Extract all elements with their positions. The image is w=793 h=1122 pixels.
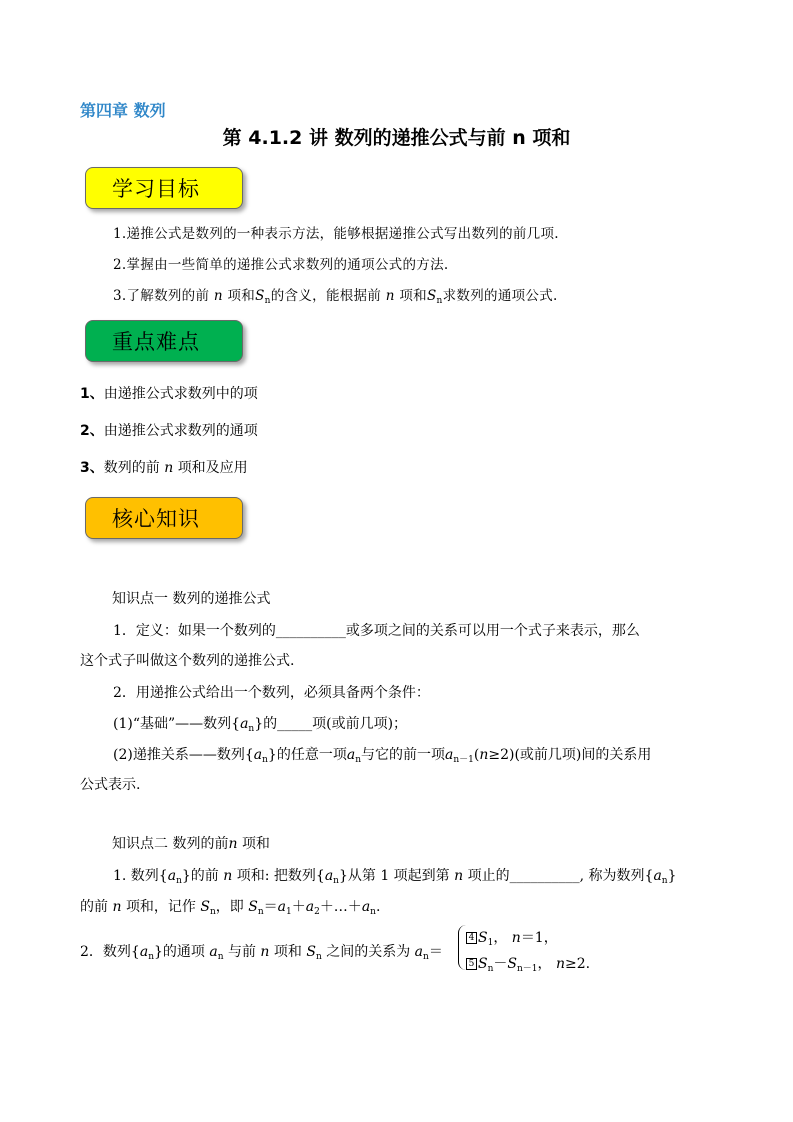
- section2-p2: [80, 941, 443, 962]
- chapter-label: 第四章 数列: [80, 101, 166, 120]
- subscript: 1: [487, 938, 494, 948]
- badge-core-knowledge: [85, 497, 243, 539]
- var: a: [444, 747, 454, 763]
- section1-p1-line1: 1．定义：如果一个数列的__________或多项之间的关系可以用一个式子来表示，那么: [113, 623, 640, 639]
- subscript: n: [209, 907, 216, 917]
- var: n: [454, 868, 464, 884]
- text: ，即: [215, 899, 244, 915]
- text: 项和: [399, 288, 427, 304]
- text: 项和: [227, 288, 256, 304]
- text: }从第 1 项起到第: [338, 868, 450, 884]
- goal-3: [113, 284, 558, 306]
- text: 数列的前: [103, 460, 160, 476]
- goal-1: 1.递推公式是数列的一种表示方法，能够根据递推公式写出数列的前几项.: [113, 226, 559, 242]
- subscript: n－1: [453, 755, 474, 765]
- section1-p3: [113, 713, 407, 734]
- var: a: [253, 747, 263, 763]
- var: a: [346, 747, 356, 763]
- key-point-1: [80, 383, 258, 403]
- num: 1、: [80, 386, 104, 402]
- text: }: [667, 868, 677, 884]
- text: ＋…＋: [319, 899, 362, 915]
- var: n: [223, 868, 233, 884]
- var: a: [414, 944, 424, 960]
- text: 项止的__________, 称为数列{: [467, 868, 654, 884]
- key-point-3: [80, 457, 248, 477]
- text: 3.了解数列的前: [113, 288, 210, 304]
- badge-label: 学习目标: [112, 177, 200, 201]
- badge-key-points: [85, 320, 243, 362]
- var: n: [555, 956, 565, 972]
- subscript: 1: [285, 907, 292, 917]
- text: 项和及应用: [177, 460, 248, 476]
- var: a: [277, 899, 286, 915]
- subscript: n: [436, 296, 443, 306]
- var: S: [478, 930, 488, 946]
- var: n: [228, 836, 238, 852]
- text: ＝: [263, 899, 278, 915]
- var: n: [164, 460, 174, 476]
- text: (2)递推关系——数列{: [113, 747, 254, 763]
- section1-p2: 2．用递推公式给出一个数列，必须具备两个条件：: [113, 685, 430, 701]
- subscript: 2: [314, 907, 320, 917]
- goal-2: 2.掌握由一些简单的递推公式求数列的通项公式的方法.: [113, 257, 449, 273]
- var: a: [361, 899, 371, 915]
- section1-p4: [113, 744, 651, 765]
- piecewise-case-1: [466, 927, 558, 948]
- text: }的前: [181, 868, 219, 884]
- key-point-2: [80, 420, 258, 440]
- var: a: [240, 716, 249, 732]
- badge-label: 核心知识: [112, 507, 200, 531]
- subscript: n: [333, 876, 339, 886]
- subscript: n: [248, 724, 255, 734]
- section1-p1-line2: 这个式子叫做这个数列的递推公式.: [80, 653, 295, 669]
- section1-p4-line2: 公式表示.: [80, 777, 141, 793]
- var: a: [653, 868, 662, 884]
- var: a: [324, 868, 334, 884]
- var: S: [248, 899, 258, 915]
- text: 1. 数列{: [113, 868, 168, 884]
- text: ，: [537, 956, 552, 972]
- text: 项和，记作: [125, 899, 196, 915]
- text: 的含义，能根据前: [270, 288, 382, 304]
- var: a: [139, 944, 149, 960]
- section2-heading: [112, 833, 270, 853]
- subscript: n: [370, 907, 376, 917]
- subscript: n－1: [516, 964, 538, 974]
- text: 知识点二 数列的前: [112, 836, 229, 852]
- subscript: n: [487, 964, 494, 974]
- text: }的任意一项: [267, 747, 347, 763]
- piecewise-case-2: [466, 953, 590, 974]
- section2-p1: [113, 865, 677, 886]
- badge-learning-goals: [85, 167, 243, 209]
- text: ≥2.: [565, 956, 591, 972]
- var: S: [200, 899, 210, 915]
- subscript: n: [257, 907, 264, 917]
- var: a: [209, 944, 218, 960]
- text: ＝1，: [520, 930, 558, 946]
- subscript: n: [217, 952, 224, 962]
- subscript: n: [661, 876, 668, 886]
- text: 项和: [273, 944, 302, 960]
- var: S: [255, 288, 265, 304]
- var: n: [479, 747, 489, 763]
- var: n: [112, 899, 122, 915]
- text: 项和: [241, 836, 270, 852]
- text: 之间的关系为: [326, 944, 411, 960]
- text: }的通项: [153, 944, 205, 960]
- text: 由递推公式求数列中的项: [103, 386, 258, 402]
- text: (1)“基础”——数列{: [113, 716, 241, 732]
- text: 项和: 把数列{: [236, 868, 325, 884]
- var: n: [213, 288, 223, 304]
- section1-heading: 知识点一 数列的递推公式: [112, 591, 271, 607]
- case-number-box: 5: [466, 958, 477, 970]
- text: 与它的前一项: [360, 747, 445, 763]
- text: 由递推公式求数列的通项: [103, 423, 258, 439]
- var: S: [478, 956, 488, 972]
- text: .: [375, 899, 381, 915]
- subscript: n: [264, 296, 271, 306]
- page-title: 第 4.1.2 讲 数列的递推公式与前 n 项和: [222, 127, 571, 149]
- text: 2．数列{: [80, 944, 140, 960]
- case-number-box: 4: [466, 932, 477, 944]
- text: 的前: [80, 899, 108, 915]
- num: 3、: [80, 460, 104, 476]
- subscript: n: [423, 952, 429, 962]
- text: ，: [493, 930, 508, 946]
- text: 与前: [227, 944, 256, 960]
- var: a: [305, 899, 315, 915]
- var: S: [507, 956, 517, 972]
- text: ＋: [291, 899, 306, 915]
- text: 求数列的通项公式.: [442, 288, 558, 304]
- subscript: n: [315, 952, 322, 962]
- var: n: [260, 944, 270, 960]
- subscript: n: [355, 755, 361, 765]
- badge-label: 重点难点: [112, 330, 200, 354]
- subscript: n: [176, 876, 182, 886]
- num: 2、: [80, 423, 104, 439]
- text: ＝: [428, 944, 443, 960]
- var: S: [306, 944, 316, 960]
- subscript: n: [148, 952, 154, 962]
- var: n: [511, 930, 521, 946]
- text: ≥2)(或前几项)间的关系用: [488, 747, 652, 763]
- var: n: [385, 288, 395, 304]
- text: (: [473, 747, 480, 763]
- section2-p1-line2: [80, 896, 380, 917]
- text: －: [493, 956, 508, 972]
- var: a: [167, 868, 177, 884]
- text: }的_____项(或前几项)；: [254, 716, 408, 732]
- subscript: n: [262, 755, 268, 765]
- var: S: [426, 288, 437, 304]
